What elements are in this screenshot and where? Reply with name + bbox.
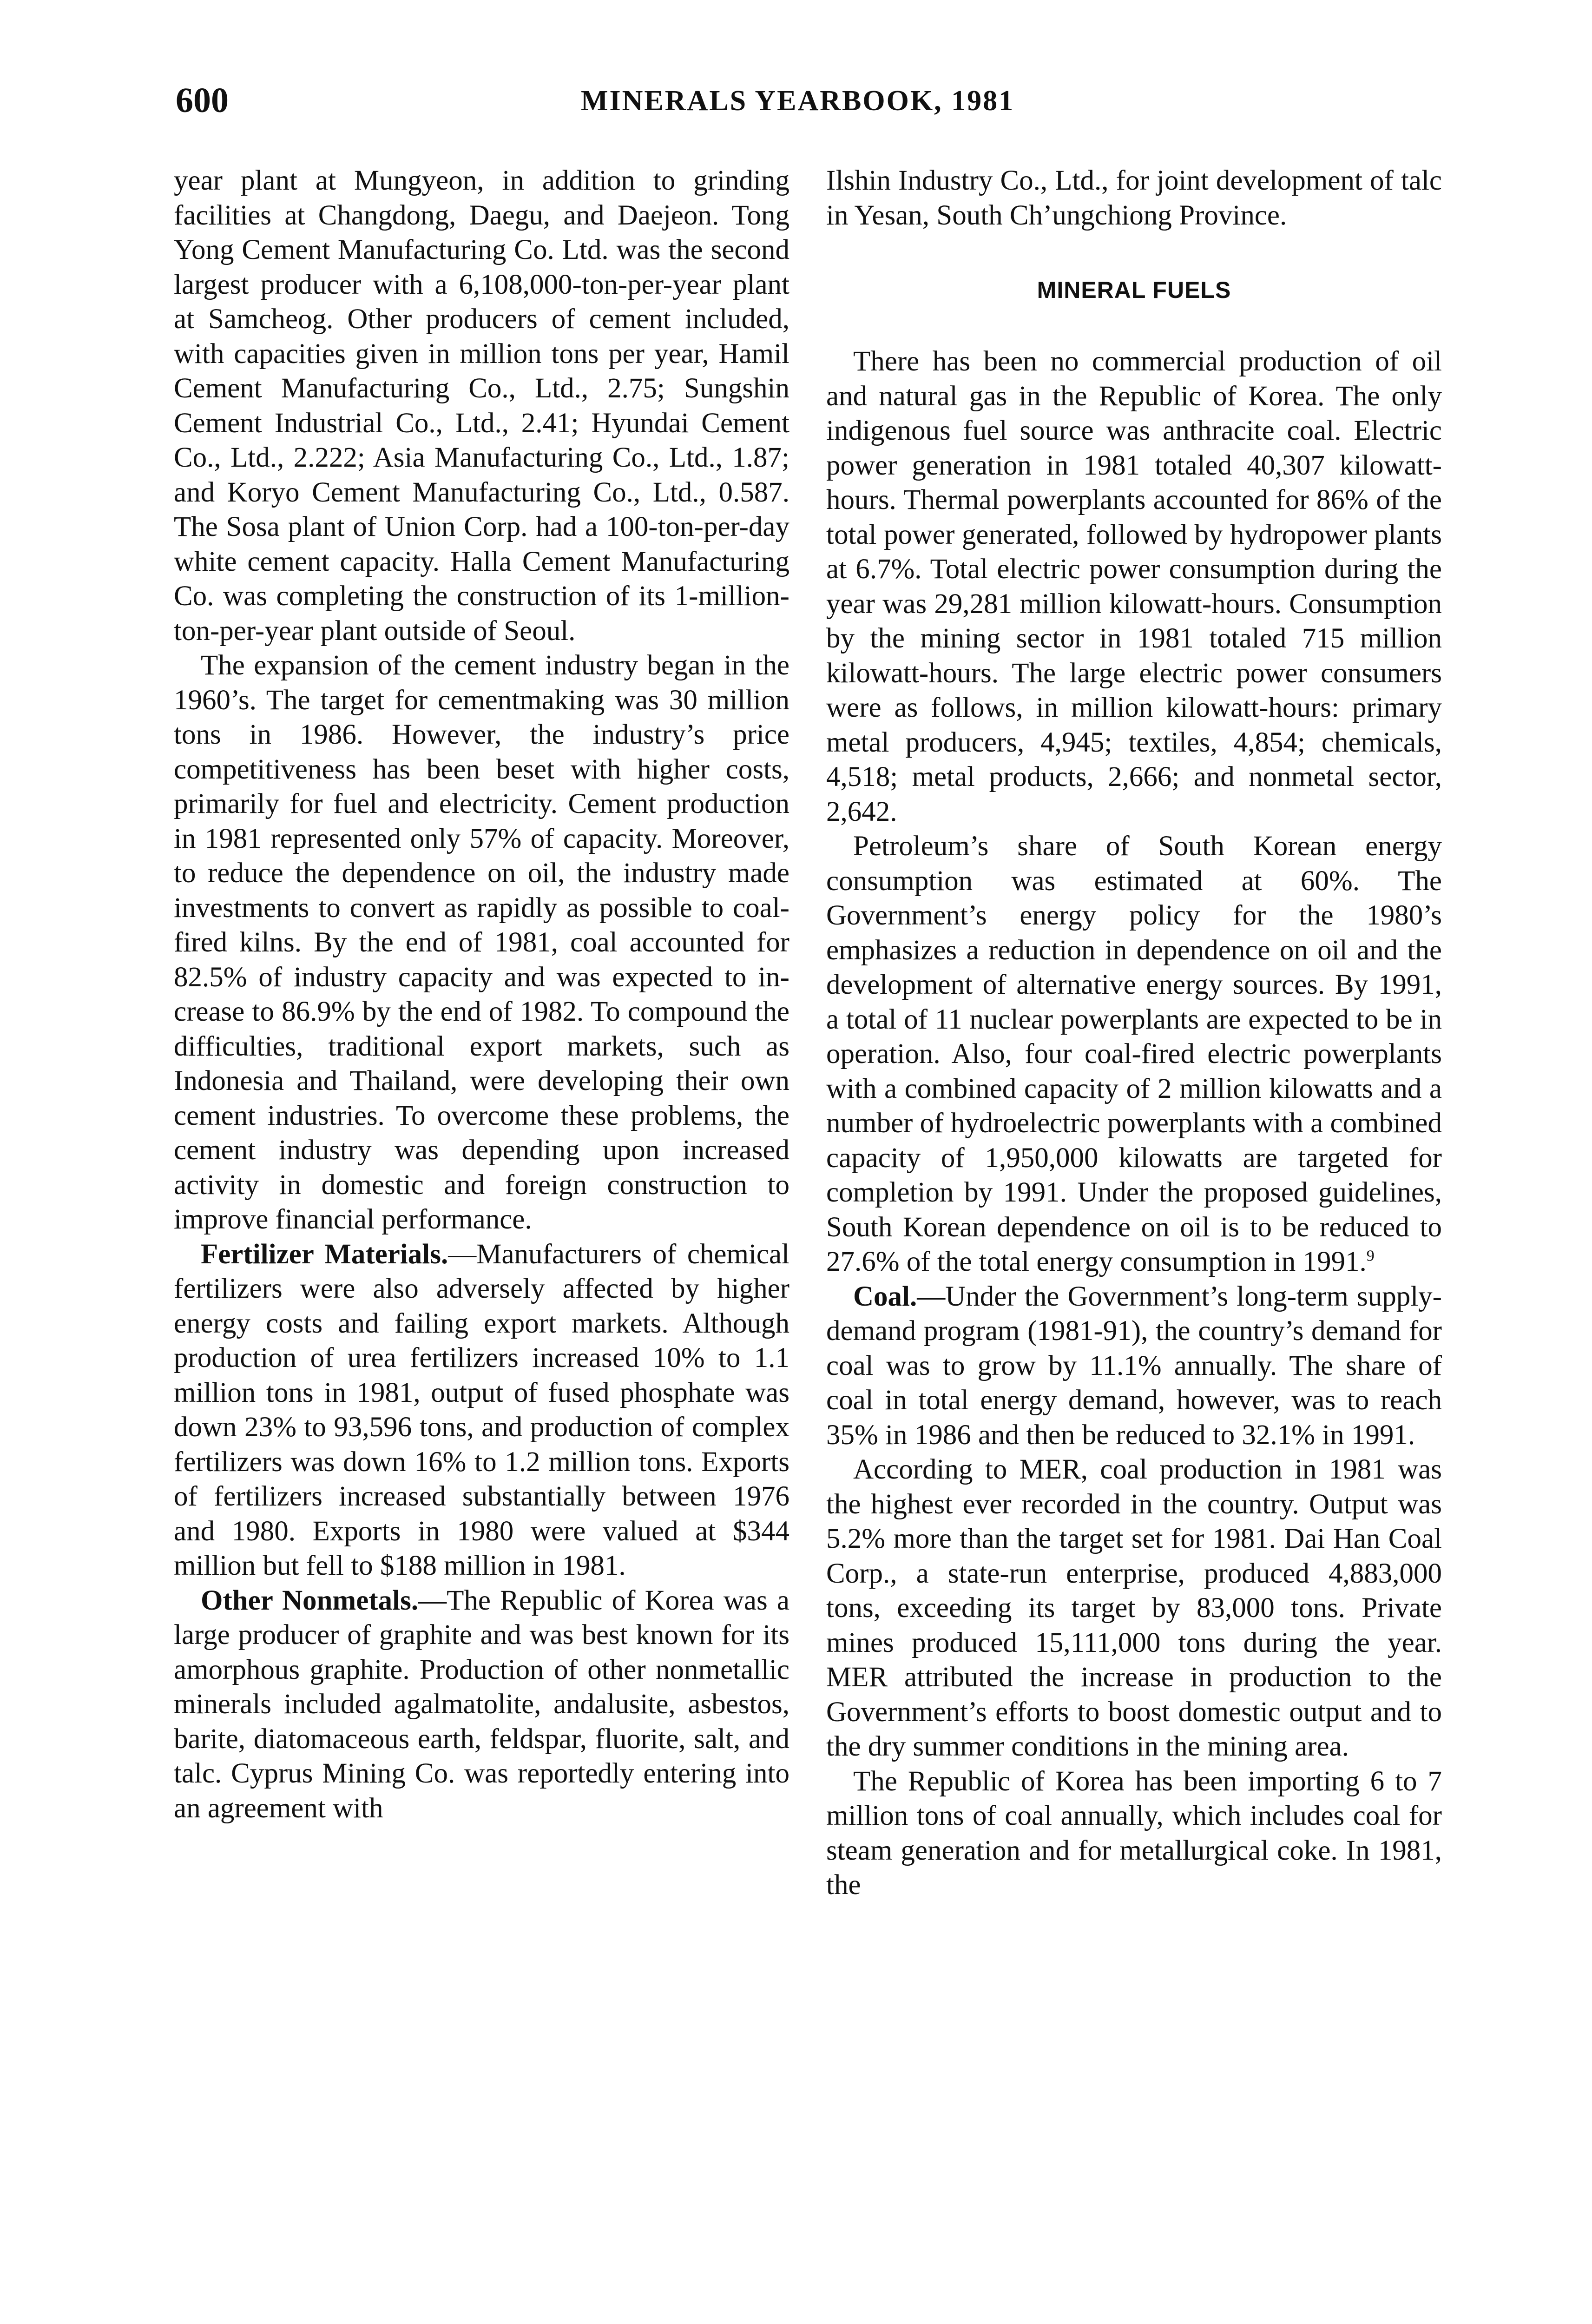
paragraph-coal xyxy=(826,1280,1442,1453)
run-in-heading-coal: Coal. xyxy=(853,1281,917,1312)
right-column xyxy=(826,164,1442,1903)
paragraph-talc-development: Ilshin Industry Co., Ltd., for joint development of talc in Yesan, South Ch’ungchiong Province. xyxy=(826,165,1442,231)
run-in-heading-other-nonmetals: Other Nonmetals. xyxy=(201,1585,419,1616)
paragraph-electric-power: There has been no commercial production of oil and natural gas in the Republic of Korea. The only indigenous fuel source was anthracite coal. Electric power generation in 1981 totaled 40,307 kilowatt-hours. Thermal powerplants accounted for 86% of the total power generated, followed by hydropower plants at 6.7%. Total electric power consumption during the year was 29,281 million kilowatt-hours. Consumption by the mining sector in 1981 totaled 715 million kilowatt-hours. The large electric power consumers were as follows, in million kilowatt-hours: primary metal producers, 4,945; textiles, 4,854; chemicals, 4,518; metal products, 2,666; and nonmetal sector, 2,642. xyxy=(826,346,1442,827)
paragraph-fertilizer-materials xyxy=(174,1237,789,1584)
paragraph-petroleum-text: Petroleum’s share of South Korean energy consumption was estimated at 60%. The Government’s energy policy for the 1980’s emphasizes a reduction in dependence on oil and the development of alternative energy sources. By 1991, a total of 11 nuclear powerplants are expected to be in operation. Also, four coal-fired electric powerplants with a combined capacity of 2 million kilowatts and a number of hydroelectric powerplants with a combined capacity of 1,950,000 kilowatts are targeted for completion by 1991. Under the proposed guidelines, South Korean dependence on oil is to be reduced to 27.6% of the total energy consumption in 1991. xyxy=(826,831,1442,1277)
footnote-marker: 9 xyxy=(1366,1247,1375,1265)
paragraph-other-nonmetals-text: —The Republic of Korea was a large producer of graphite and was best known for its amorphous graphite. Production of other nonmetallic minerals included agalmatolite, andalusite, asbestos, barite, diatomaceous earth, feldspar, fluorite, salt, and talc. Cyprus Mining Co. was reportedly entering into an agreement with xyxy=(174,1585,789,1824)
paragraph-coal-production: According to MER, coal production in 1981 was the highest ever recorded in the country. Output was 5.2% more than the target set for 1981. Dai Han Coal Corp., a state-run enterprise, produced 4,883,000 tons, exceeding its target by 83,000 tons. Private mines produced 15,111,000 tons during the year. MER attributed the increase in production to the Government’s efforts to boost domestic output and to the dry summer conditions in the mining area. xyxy=(826,1454,1442,1762)
page-number: 600 xyxy=(176,81,229,120)
left-column xyxy=(174,164,789,1826)
paragraph-petroleum xyxy=(826,829,1442,1280)
paragraph-other-nonmetals xyxy=(174,1584,789,1826)
paragraph-fertilizer-text: —Manufacturers of chemical fertilizers were also adversely affected by higher energy costs and failing export markets. Although production of urea fertilizers increased 10% to 1.1 million tons in 1981, output of fused phosphate was down 23% to 93,596 tons, and production of complex fertilizers was down 16% to 1.2 million tons. Exports of fertilizers increased substantially between 1976 and 1980. Exports in 1980 were valued at $344 million but fell to $188 million in 1981. xyxy=(174,1238,789,1581)
paragraph-coal-imports: The Republic of Korea has been importing 6 to 7 million tons of coal annually, which includes coal for steam generation and for metallurgical coke. In 1981, the xyxy=(826,1765,1442,1901)
run-in-heading-fertilizer: Fertilizer Materials. xyxy=(201,1238,448,1270)
running-title: MINERALS YEARBOOK, 1981 xyxy=(581,85,1015,117)
paragraph-coal-text: —Under the Government’s long-term supply-demand program (1981-91), the country’s demand for coal was to grow by 11.1% annually. The share of coal in total energy demand, however, was to reach 35% in 1986 and then be reduced to 32.1% in 1991. xyxy=(826,1281,1442,1451)
paragraph-cement-expansion: The expansion of the cement industry began in the 1960’s. The target for cementmaking was 30 million tons in 1986. However, the industry’s price competitiveness has been beset with higher costs, primarily for fuel and electricity. Cement production in 1981 represented only 57% of capacity. Moreover, to reduce the dependence on oil, the industry made investments to convert as rapidly as possible to coal-fired kilns. By the end of 1981, coal accounted for 82.5% of industry capacity and was expected to increase to 86.9% by the end of 1982. To compound the difficulties, traditional export markets, such as Indonesia and Thailand, were developing their own cement industries. To overcome these problems, the cement industry was depending upon increased activity in domestic and foreign construction to improve financial performance. xyxy=(174,650,789,1235)
section-heading-mineral-fuels: MINERAL FUELS xyxy=(1037,277,1231,303)
paragraph-cement-producers: year plant at Mungyeon, in addition to grinding facilities at Changdong, Daegu, and Daejeon. Tong Yong Cement Manufacturing Co. Ltd. was the second largest producer with a 6,108,000-ton-per-year plant at Samcheog. Other producers of cement included, with capacities given in million tons per year, Hamil Cement Manufacturing Co., Ltd., 2.75; Sungshin Cement Industrial Co., Ltd., 2.41; Hyundai Cement Co., Ltd., 2.222; Asia Manufacturing Co., Ltd., 1.87; and Koryo Cement Manufacturing Co., Ltd., 0.587. The Sosa plant of Union Corp. had a 100-ton-per-day white cement capacity. Halla Cement Manufacturing Co. was completing the construction of its 1-million-ton-per-year plant outside of Seoul. xyxy=(174,165,789,647)
